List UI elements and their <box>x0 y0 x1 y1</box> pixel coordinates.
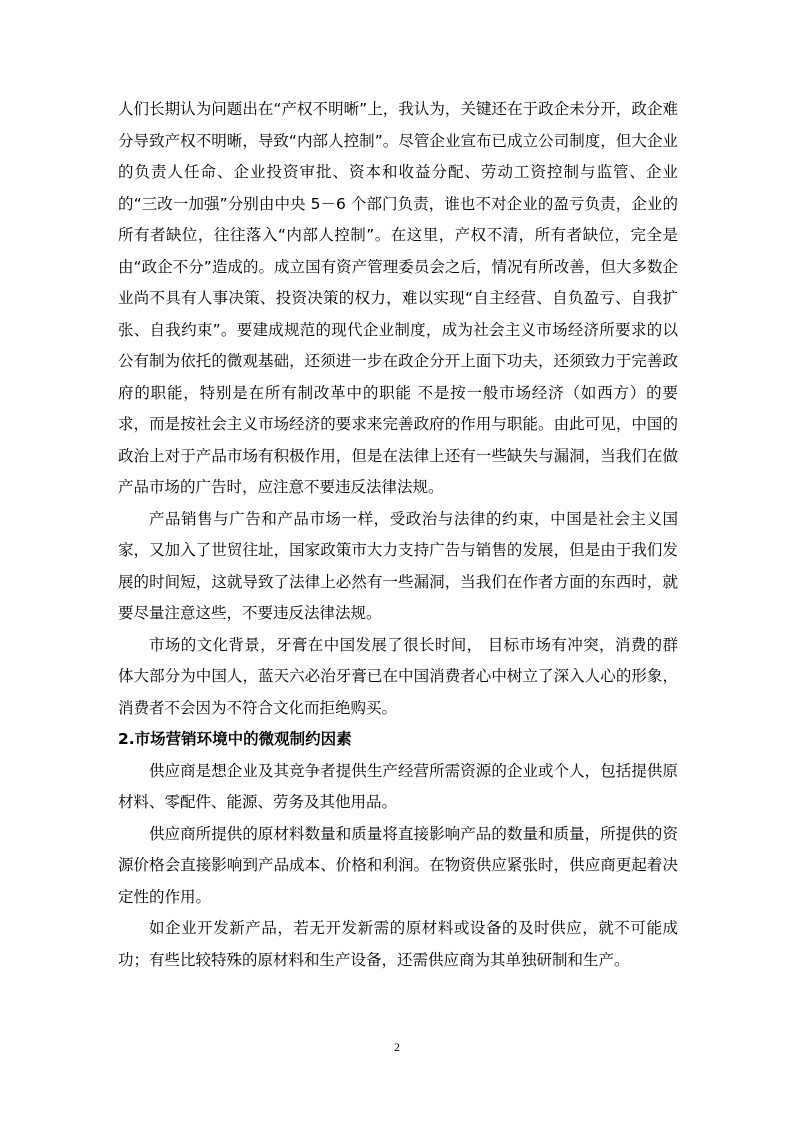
paragraph-supplier-impact: 供应商所提供的原材料数量和质量将直接影响产品的数量和质量，所提供的资源价格会直接影响到产品成本、价格和利润。在物资供应紧张时，供应商更起着决定性的作用。 <box>118 824 678 906</box>
paragraph-sales-advertising: 产品销售与广告和产品市场一样，受政治与法律的约束，中国是社会主义国家，又加入了世贸往址，国家政策市大力支持广告与销售的发展，但是由于我们发展的时间短，这就导致了法律上必然有一些漏洞，当我们在作者方面的东西时，就要尽量注意这些，不要违反法律法规。 <box>118 509 678 622</box>
page-body <box>118 94 678 976</box>
section-heading: 2.市场营销环境中的微观制约因素 <box>118 730 352 748</box>
paragraph-property-rights: 人们长期认为问题出在“产权不明晰”上，我认为，关键还在于政企未分开，政企难分导致产权不明晰，导致“内部人控制”。尽管企业宣布已成立公司制度，但大企业的负责人任命、企业投资审批、资本和收益分配、劳动工资控制与监管、企业的“三改一加强”分别由中央 5－6 个部门负责，谁也不对企业的盈亏负责，企业的所有者缺位，往往落入“内部人控制”。在这里，产权不清，所有者缺位，完全是由“政企不分”造成的。成立国有资产管理委员会之后，情况有所改善，但大多数企业尚不具有人事决策、投资决策的权力，难以实现“自主经营、自负盈亏、自我扩张、自我约束”。要建成规范的现代企业制度，成为社会主义市场经济所要求的以公有制为依托的微观基础，还须进一步在政企分开上面下功夫，还须致力于完善政府的职能，特别是在所有制改革中的职能 不是按一般市场经济（如西方）的要求，而是按社会主义市场经济的要求来完善政府的作用与职能。由此可见，中国的政治上对于产品市场有积极作用，但是在法律上还有一些缺失与漏洞，当我们在做产品市场的广告时，应注意不要违反法律法规。 <box>118 100 678 496</box>
paragraph-supplier-definition: 供应商是想企业及其竞争者提供生产经营所需资源的企业或个人，包括提供原材料、零配件、能源、劳务及其他用品。 <box>118 761 678 811</box>
page-number: 2 <box>394 1040 400 1054</box>
paragraph-new-product-supply: 如企业开发新产品，若无开发新需的原材料或设备的及时供应，就不可能成功；有些比较特殊的原材料和生产设备，还需供应商为其单独研制和生产。 <box>118 919 678 969</box>
paragraph-cultural-background: 市场的文化背景，牙膏在中国发展了很长时间， 目标市场有冲突，消费的群体大部分为中国人，蓝天六必治牙膏已在中国消费者心中树立了深入人心的形象，消费者不会因为不符合文化而拒绝购买。 <box>118 635 678 717</box>
